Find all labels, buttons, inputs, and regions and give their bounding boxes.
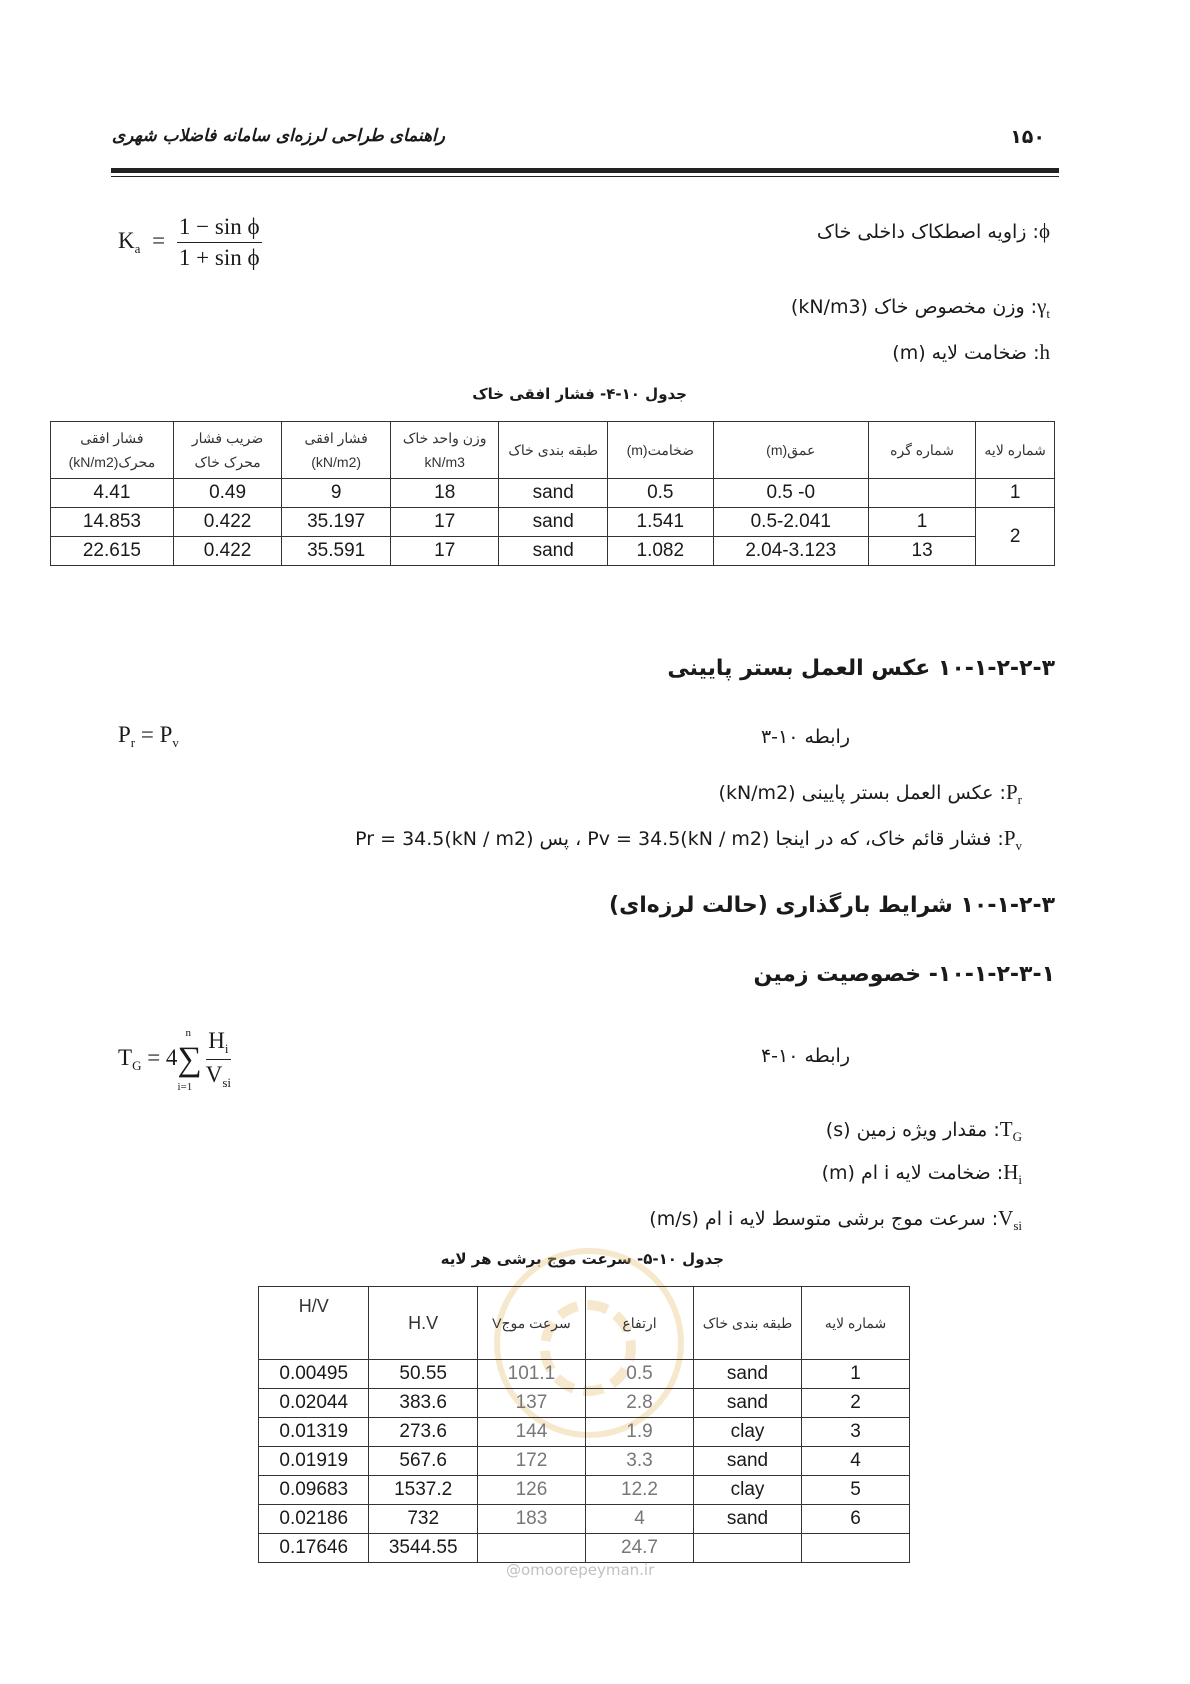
cell: 101.1 bbox=[477, 1360, 585, 1389]
def-gamma: $\gamma_t$: وزن مخصوص خاک (kN/m3) bbox=[790, 294, 1050, 321]
cell: sand bbox=[693, 1447, 801, 1476]
page-number: ۱۵۰ bbox=[1010, 126, 1045, 148]
ka-subscript: a bbox=[134, 240, 141, 256]
cell: 35.591 bbox=[282, 537, 391, 566]
th-hv: H.V bbox=[369, 1287, 477, 1360]
th-soil-class: طبقه بندی خاک bbox=[499, 422, 607, 479]
table-shear-wave-velocity bbox=[258, 1286, 910, 1563]
table1-caption: جدول ۱۰-۴- فشار افقی خاک bbox=[472, 385, 687, 403]
table-row bbox=[51, 508, 1055, 537]
ka-denominator: 1 + sin ϕ bbox=[178, 245, 260, 270]
relation-10-3: رابطه ۱۰-۳ bbox=[760, 726, 850, 748]
th-pressure-coef: ضریب فشار محرک خاک bbox=[173, 422, 282, 479]
cell: 35.197 bbox=[282, 508, 391, 537]
cell: 2.8 bbox=[586, 1389, 694, 1418]
cell: sand bbox=[499, 508, 607, 537]
cell: 22.615 bbox=[51, 537, 174, 566]
cell: clay bbox=[693, 1476, 801, 1505]
cell: 4.41 bbox=[51, 479, 174, 508]
cell: 2 bbox=[976, 508, 1055, 566]
cell: 0.00495 bbox=[259, 1360, 369, 1389]
cell: 0.01919 bbox=[259, 1447, 369, 1476]
def-h-text: ضخامت لایه (m) bbox=[892, 342, 1028, 364]
def-tg: $T_G$: مقدار ویژه زمین (s) bbox=[825, 1117, 1022, 1144]
th-horiz-pressure: فشار افقی (kN/m2) bbox=[282, 422, 391, 479]
ka-fraction bbox=[177, 214, 262, 271]
cell: 0.5 bbox=[607, 479, 713, 508]
cell bbox=[868, 479, 975, 508]
cell: 0- 0.5 bbox=[713, 479, 868, 508]
relation-10-4: رابطه ۱۰-۴ bbox=[760, 1045, 850, 1067]
th-soil-class: طبقه بندی خاک bbox=[693, 1287, 801, 1360]
cell: sand bbox=[499, 479, 607, 508]
table-row bbox=[259, 1447, 910, 1476]
th-unit-weight: وزن واحد خاک kN/m3 bbox=[390, 422, 498, 479]
th-height: ارتفاع bbox=[586, 1287, 694, 1360]
cell: 1.082 bbox=[607, 537, 713, 566]
table-row bbox=[259, 1360, 910, 1389]
cell: 1 bbox=[868, 508, 975, 537]
running-header-title: راهنمای طراحی لرزه‌ای سامانه فاضلاب شهری bbox=[111, 126, 445, 146]
cell: 9 bbox=[282, 479, 391, 508]
cell: 0.49 bbox=[173, 479, 282, 508]
section-heading-subgrade-reaction: ۱۰-۱-۲-۲-۳ عکس العمل بستر پایینی bbox=[667, 656, 1055, 681]
section-heading-seismic-loading: ۱۰-۱-۲-۳ شرایط بارگذاری (حالت لرزه‌ای) bbox=[609, 893, 1055, 918]
th-thickness: ضخامت(m) bbox=[607, 422, 713, 479]
cell: 0.422 bbox=[173, 508, 282, 537]
formula-pr-pv: $P_r = P_v$ bbox=[118, 722, 179, 750]
cell: 0.422 bbox=[173, 537, 282, 566]
cell: 567.6 bbox=[369, 1447, 477, 1476]
table-row-total bbox=[259, 1534, 910, 1563]
formula-tg: $T_G = 4\sum$ n i=1 $\frac{H_i}{V_{si}}$ bbox=[118, 1026, 231, 1093]
table-row bbox=[259, 1476, 910, 1505]
cell: 5 bbox=[802, 1476, 910, 1505]
def-phi-text: زاویه اصطکاک داخلی خاک bbox=[816, 221, 1027, 243]
header-rule-thin bbox=[111, 176, 1059, 177]
def-hi: $H_i$: ضخامت لایه i ام (m) bbox=[821, 1160, 1022, 1187]
table-row bbox=[259, 1389, 910, 1418]
def-hi-text: ضخامت لایه i ام (m) bbox=[821, 1162, 991, 1184]
th-velocity: سرعت موجV bbox=[477, 1287, 585, 1360]
cell bbox=[802, 1534, 910, 1563]
ka-formula: $K_a$ = $\frac{\text{1 − sin ϕ}}{\text{1 + sin ϕ}}$ bbox=[118, 214, 260, 270]
table-header-row bbox=[259, 1287, 910, 1360]
cell: 1537.2 bbox=[369, 1476, 477, 1505]
th-layer: شماره لایه bbox=[976, 422, 1055, 479]
th-active-pressure: فشار افقی محرک(kN/m2) bbox=[51, 422, 174, 479]
cell: 4 bbox=[586, 1505, 694, 1534]
cell: 17 bbox=[390, 508, 498, 537]
cell: 18 bbox=[390, 479, 498, 508]
cell: sand bbox=[693, 1389, 801, 1418]
table-header-row bbox=[51, 422, 1055, 479]
watermark-text: @omoorepeyman.ir bbox=[506, 1561, 655, 1579]
cell: 3544.55 bbox=[369, 1534, 477, 1563]
def-h: h: ضخامت لایه (m) bbox=[892, 340, 1050, 364]
table-row bbox=[259, 1418, 910, 1447]
def-gamma-text: وزن مخصوص خاک (kN/m3) bbox=[790, 296, 1025, 318]
cell: 2 bbox=[802, 1389, 910, 1418]
cell: 1.541 bbox=[607, 508, 713, 537]
cell: 13 bbox=[868, 537, 975, 566]
def-pv-text: فشار قائم خاک، که در اینجا (Pv = 34.5(kN / m2 ، پس (Pr = 34.5(kN / m2 bbox=[355, 828, 992, 850]
table-row bbox=[51, 479, 1055, 508]
cell: 0.02044 bbox=[259, 1389, 369, 1418]
def-vsi: $V_{si}$: سرعت موج برشی متوسط لایه i ام (m/s) bbox=[649, 1206, 1022, 1233]
def-phi: ϕ: زاویه اصطکاک داخلی خاک bbox=[816, 219, 1050, 243]
section-heading-ground-property: ۱۰-۱-۲-۳-۱- خصوصیت زمین bbox=[753, 962, 1055, 987]
cell: 172 bbox=[477, 1447, 585, 1476]
cell: 1 bbox=[802, 1360, 910, 1389]
table-row bbox=[51, 537, 1055, 566]
cell: 17 bbox=[390, 537, 498, 566]
cell bbox=[693, 1534, 801, 1563]
ka-symbol: K bbox=[118, 227, 135, 253]
cell bbox=[477, 1534, 585, 1563]
cell: 4 bbox=[802, 1447, 910, 1476]
cell: 732 bbox=[369, 1505, 477, 1534]
def-tg-text: مقدار ویژه زمین (s) bbox=[825, 1119, 988, 1141]
table2-caption: جدول ۱۰-۵- سرعت موج برشی هر لایه bbox=[440, 1250, 724, 1268]
cell: 14.853 bbox=[51, 508, 174, 537]
cell: 137 bbox=[477, 1389, 585, 1418]
cell: 0.5-2.041 bbox=[713, 508, 868, 537]
def-pr: $P_r$: عکس العمل بستر پایینی (kN/m2) bbox=[718, 780, 1022, 807]
cell: 0.17646 bbox=[259, 1534, 369, 1563]
cell: 12.2 bbox=[586, 1476, 694, 1505]
cell: 1 bbox=[976, 479, 1055, 508]
th-layer: شماره لایه bbox=[802, 1287, 910, 1360]
cell: 273.6 bbox=[369, 1418, 477, 1447]
cell: sand bbox=[693, 1505, 801, 1534]
header-rule bbox=[111, 168, 1059, 173]
cell: 0.5 bbox=[586, 1360, 694, 1389]
cell: 3.3 bbox=[586, 1447, 694, 1476]
th-depth: عمق(m) bbox=[713, 422, 868, 479]
def-vsi-text: سرعت موج برشی متوسط لایه i ام (m/s) bbox=[649, 1208, 986, 1230]
cell: 3 bbox=[802, 1418, 910, 1447]
cell: 24.7 bbox=[586, 1534, 694, 1563]
table-row bbox=[259, 1505, 910, 1534]
th-h-over-v: H/V bbox=[259, 1287, 369, 1360]
cell: 183 bbox=[477, 1505, 585, 1534]
cell: 6 bbox=[802, 1505, 910, 1534]
cell: clay bbox=[693, 1418, 801, 1447]
cell: 0.09683 bbox=[259, 1476, 369, 1505]
def-pr-text: عکس العمل بستر پایینی (kN/m2) bbox=[718, 782, 994, 804]
th-node: شماره گره bbox=[868, 422, 975, 479]
cell: 383.6 bbox=[369, 1389, 477, 1418]
cell: 50.55 bbox=[369, 1360, 477, 1389]
cell: sand bbox=[693, 1360, 801, 1389]
cell: 2.04-3.123 bbox=[713, 537, 868, 566]
cell: 144 bbox=[477, 1418, 585, 1447]
cell: 0.01319 bbox=[259, 1418, 369, 1447]
def-pv: $P_v$: فشار قائم خاک، که در اینجا (Pv = 34.5(kN / m2 ، پس (Pr = 34.5(kN / m2 bbox=[355, 826, 1022, 853]
cell: 1.9 bbox=[586, 1418, 694, 1447]
ka-numerator: 1 − sin ϕ bbox=[177, 214, 262, 243]
table-horizontal-pressure bbox=[50, 421, 1055, 566]
cell: sand bbox=[499, 537, 607, 566]
cell: 126 bbox=[477, 1476, 585, 1505]
cell: 0.02186 bbox=[259, 1505, 369, 1534]
